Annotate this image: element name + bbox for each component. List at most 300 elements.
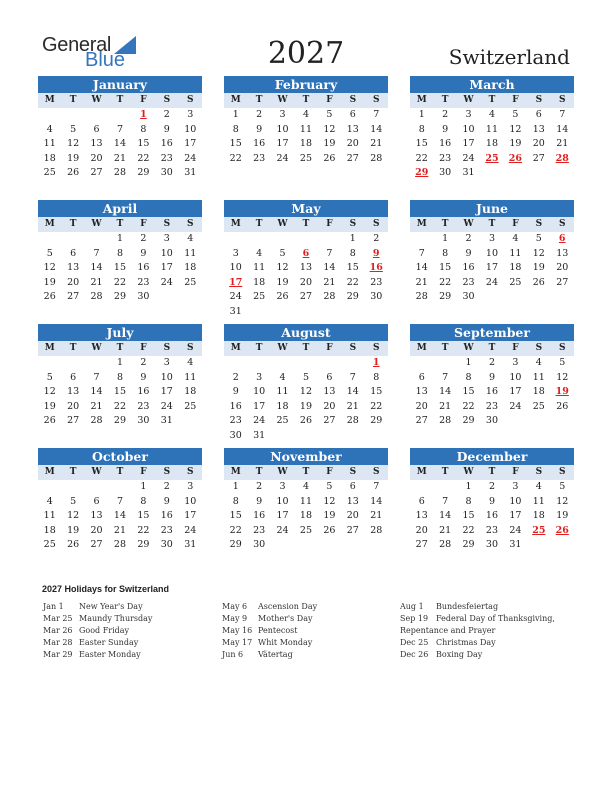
- day-cell: 4: [46, 495, 53, 507]
- day-cell: 3: [488, 233, 495, 244]
- day-cell: 14: [90, 386, 103, 398]
- day-cell: 8: [465, 495, 472, 507]
- empty-day-cell: [85, 480, 108, 495]
- day-cell: 11: [184, 371, 197, 383]
- empty-day-cell: [527, 414, 550, 429]
- day-cell: 2: [488, 481, 495, 492]
- day-cell: 23: [229, 415, 242, 427]
- day-cell: 22: [346, 276, 359, 288]
- day-cell: 20: [415, 400, 428, 412]
- weekday-label: T: [116, 95, 124, 105]
- day-cell: 7: [326, 247, 333, 259]
- week-row: [410, 371, 574, 386]
- holiday-name: Good Friday: [79, 626, 130, 635]
- day-cell: 4: [46, 123, 53, 135]
- day-cell: 21: [439, 524, 452, 536]
- week-row: [224, 429, 388, 444]
- weekday-label: S: [372, 467, 380, 477]
- holiday-date: Dec 26: [400, 650, 429, 659]
- holiday-day-cell: 9: [372, 247, 380, 259]
- weekday-label: F: [326, 219, 333, 229]
- empty-day-cell: [504, 414, 527, 429]
- day-cell: 27: [532, 152, 545, 164]
- week-row: [38, 509, 202, 524]
- day-cell: 16: [137, 262, 150, 274]
- empty-day-cell: [294, 232, 317, 247]
- weekday-label: W: [463, 219, 474, 229]
- weekday-label: T: [116, 467, 124, 477]
- weekday-label: M: [230, 343, 241, 353]
- day-cell: 6: [70, 371, 77, 383]
- day-cell: 8: [373, 371, 380, 383]
- day-cell: 22: [229, 524, 242, 536]
- day-cell: 17: [276, 138, 289, 150]
- day-cell: 3: [512, 481, 519, 492]
- weekday-label: S: [535, 219, 543, 229]
- day-cell: 13: [556, 247, 569, 259]
- day-cell: 22: [370, 400, 383, 412]
- day-cell: 29: [346, 291, 359, 303]
- day-cell: 10: [462, 123, 475, 135]
- empty-day-cell: [294, 356, 317, 371]
- empty-day-cell: [38, 108, 61, 123]
- week-row: [224, 538, 388, 553]
- week-row: [410, 385, 574, 400]
- empty-day-cell: [527, 166, 550, 181]
- week-row: [224, 356, 388, 371]
- day-cell: 31: [509, 539, 522, 551]
- day-cell: 24: [509, 400, 522, 412]
- week-row: [224, 305, 388, 320]
- month-august: [224, 324, 388, 444]
- day-cell: 28: [346, 415, 359, 427]
- day-cell: 13: [67, 262, 80, 274]
- empty-day-cell: [271, 429, 294, 444]
- holiday-row: [400, 601, 555, 613]
- week-row: [38, 400, 202, 415]
- month-header: February: [224, 76, 388, 93]
- day-cell: 25: [184, 400, 197, 412]
- empty-day-cell: [85, 108, 108, 123]
- week-row: [38, 495, 202, 510]
- day-cell: 16: [229, 400, 242, 412]
- weekday-label: S: [349, 467, 357, 477]
- empty-day-cell: [480, 166, 503, 181]
- empty-day-cell: [318, 356, 341, 371]
- logo-general-text: General: [42, 34, 112, 56]
- empty-day-cell: [85, 356, 108, 371]
- day-cell: 2: [163, 481, 170, 492]
- day-cell: 11: [299, 123, 313, 135]
- day-cell: 24: [160, 400, 173, 412]
- month-september: [410, 324, 574, 429]
- day-cell: 18: [532, 510, 545, 522]
- holidays-title: 2027 Holidays for Switzerland: [42, 584, 170, 594]
- weekday-label: W: [277, 343, 288, 353]
- day-cell: 12: [509, 123, 522, 135]
- day-cell: 11: [276, 386, 289, 398]
- holiday-date: May 9: [222, 614, 248, 623]
- empty-day-cell: [155, 290, 178, 305]
- week-row: [410, 356, 574, 371]
- day-cell: 20: [67, 276, 80, 288]
- day-cell: 16: [253, 138, 266, 150]
- day-cell: 9: [163, 123, 170, 135]
- month-header: July: [38, 324, 202, 341]
- day-cell: 9: [232, 386, 239, 398]
- weekday-label: F: [140, 219, 147, 229]
- day-cell: 1: [465, 481, 472, 492]
- weekday-label: S: [186, 219, 194, 229]
- day-cell: 10: [160, 371, 173, 383]
- month-header: September: [410, 324, 574, 341]
- day-cell: 19: [532, 262, 545, 274]
- day-cell: 31: [184, 167, 197, 179]
- day-cell: 27: [299, 291, 313, 303]
- day-cell: 23: [253, 152, 266, 164]
- weekday-label: M: [416, 343, 427, 353]
- day-cell: 21: [415, 276, 428, 288]
- day-cell: 5: [326, 109, 333, 120]
- day-cell: 2: [442, 109, 449, 120]
- day-cell: 23: [137, 276, 150, 288]
- day-cell: 25: [299, 152, 313, 164]
- day-cell: 24: [229, 291, 242, 303]
- day-cell: 22: [462, 524, 475, 536]
- day-cell: 29: [229, 539, 242, 551]
- weekday-label: T: [255, 343, 263, 353]
- day-cell: 1: [442, 233, 449, 244]
- empty-day-cell: [318, 305, 341, 320]
- day-cell: 23: [462, 276, 475, 288]
- day-cell: 16: [462, 262, 475, 274]
- day-cell: 18: [532, 386, 545, 398]
- month-november: [224, 448, 388, 553]
- week-row: [410, 232, 574, 247]
- weekday-label: S: [535, 343, 543, 353]
- weekday-label: M: [416, 467, 427, 477]
- day-cell: 25: [532, 400, 545, 412]
- day-cell: 15: [370, 386, 383, 398]
- day-cell: 19: [323, 510, 336, 522]
- day-cell: 28: [113, 167, 127, 179]
- week-row: [224, 123, 388, 138]
- empty-day-cell: [318, 232, 341, 247]
- day-cell: 10: [276, 123, 289, 135]
- empty-day-cell: [61, 232, 84, 247]
- day-cell: 29: [137, 167, 150, 179]
- day-cell: 23: [485, 524, 499, 536]
- day-cell: 1: [140, 481, 147, 492]
- day-cell: 31: [229, 305, 242, 317]
- weekday-label: M: [230, 95, 241, 105]
- page-title-year: 2027: [267, 36, 345, 71]
- day-cell: 21: [346, 400, 359, 412]
- day-cell: 25: [184, 276, 197, 288]
- weekday-label: S: [186, 343, 194, 353]
- day-cell: 5: [535, 233, 542, 244]
- day-cell: 20: [299, 276, 313, 288]
- day-cell: 14: [113, 138, 127, 150]
- empty-day-cell: [318, 538, 341, 553]
- day-cell: 1: [349, 233, 356, 244]
- week-row: [38, 480, 202, 495]
- holiday-row: [400, 625, 555, 637]
- day-cell: 2: [140, 357, 147, 368]
- weekday-label: T: [116, 343, 124, 353]
- empty-day-cell: [294, 538, 317, 553]
- weekday-label: M: [44, 219, 55, 229]
- logo-blue-text: Blue: [85, 49, 126, 71]
- day-cell: 5: [326, 481, 333, 492]
- day-cell: 11: [184, 247, 197, 259]
- empty-day-cell: [551, 538, 574, 553]
- empty-day-cell: [341, 538, 364, 553]
- holiday-date: Aug 1: [400, 602, 424, 611]
- weekday-label: T: [69, 467, 77, 477]
- day-cell: 4: [302, 481, 309, 492]
- day-cell: 8: [465, 371, 472, 383]
- day-cell: 12: [556, 371, 569, 383]
- weekday-label: S: [163, 95, 171, 105]
- holiday-row: [222, 613, 317, 625]
- day-cell: 30: [229, 429, 242, 441]
- week-row: [410, 290, 574, 305]
- day-cell: 3: [163, 357, 170, 368]
- day-cell: 25: [299, 524, 313, 536]
- holiday-name: Boxing Day: [436, 650, 483, 659]
- weekday-header-row: [38, 93, 202, 108]
- weekday-label: S: [349, 219, 357, 229]
- day-cell: 10: [184, 495, 197, 507]
- day-cell: 7: [373, 109, 380, 120]
- weekday-label: S: [349, 95, 357, 105]
- day-cell: 4: [535, 357, 542, 368]
- day-cell: 30: [439, 167, 452, 179]
- holiday-day-cell: 25: [532, 524, 546, 536]
- day-cell: 18: [253, 276, 266, 288]
- day-cell: 30: [160, 539, 173, 551]
- day-cell: 14: [415, 262, 428, 274]
- day-cell: 17: [160, 262, 173, 274]
- empty-day-cell: [527, 290, 550, 305]
- day-cell: 19: [299, 400, 313, 412]
- week-row: [224, 290, 388, 305]
- day-cell: 10: [509, 371, 522, 383]
- day-cell: 13: [346, 495, 359, 507]
- holiday-day-cell: 1: [140, 109, 147, 120]
- day-cell: 20: [90, 524, 103, 536]
- weekday-label: W: [277, 219, 288, 229]
- day-cell: 27: [346, 524, 359, 536]
- day-cell: 5: [46, 247, 53, 259]
- day-cell: 10: [184, 123, 197, 135]
- empty-day-cell: [294, 429, 317, 444]
- day-cell: 12: [276, 262, 289, 274]
- day-cell: 6: [326, 371, 333, 383]
- week-row: [224, 276, 388, 291]
- weekday-label: W: [91, 467, 102, 477]
- day-cell: 24: [485, 276, 499, 288]
- holiday-row: [400, 649, 555, 661]
- week-row: [410, 524, 574, 539]
- day-cell: 5: [512, 109, 519, 120]
- week-row: [224, 261, 388, 276]
- week-row: [38, 108, 202, 123]
- day-cell: 18: [43, 524, 56, 536]
- weekday-label: F: [512, 95, 519, 105]
- weekday-label: T: [488, 467, 496, 477]
- empty-day-cell: [433, 356, 456, 371]
- weekday-label: F: [140, 343, 147, 353]
- weekday-label: S: [372, 343, 380, 353]
- day-cell: 10: [485, 247, 499, 259]
- day-cell: 29: [113, 291, 127, 303]
- day-cell: 31: [462, 167, 475, 179]
- day-cell: 19: [509, 138, 522, 150]
- day-cell: 5: [70, 495, 77, 507]
- holiday-day-cell: 29: [415, 167, 429, 179]
- week-row: [410, 247, 574, 262]
- day-cell: 26: [276, 291, 289, 303]
- day-cell: 21: [113, 524, 127, 536]
- weekday-header-row: [38, 465, 202, 480]
- day-cell: 3: [512, 357, 519, 368]
- day-cell: 9: [140, 247, 147, 259]
- empty-day-cell: [179, 414, 202, 429]
- weekday-label: T: [69, 95, 77, 105]
- empty-day-cell: [365, 538, 388, 553]
- day-cell: 9: [488, 495, 495, 507]
- day-cell: 14: [90, 262, 103, 274]
- weekday-label: F: [326, 95, 333, 105]
- day-cell: 18: [43, 152, 56, 164]
- empty-day-cell: [551, 166, 574, 181]
- day-cell: 11: [509, 247, 522, 259]
- month-header: December: [410, 448, 574, 465]
- day-cell: 16: [485, 510, 499, 522]
- day-cell: 28: [415, 291, 428, 303]
- week-row: [410, 414, 574, 429]
- week-row: [410, 480, 574, 495]
- day-cell: 1: [232, 109, 239, 120]
- empty-day-cell: [410, 232, 433, 247]
- day-cell: 26: [67, 539, 80, 551]
- weekday-header-row: [410, 465, 574, 480]
- holiday-date: May 17: [222, 638, 253, 647]
- weekday-label: T: [302, 343, 310, 353]
- day-cell: 10: [276, 495, 289, 507]
- day-cell: 12: [299, 386, 313, 398]
- day-cell: 22: [439, 276, 452, 288]
- empty-day-cell: [527, 538, 550, 553]
- day-cell: 11: [485, 123, 499, 135]
- day-cell: 15: [137, 138, 150, 150]
- holiday-column: [43, 601, 152, 661]
- day-cell: 27: [67, 415, 80, 427]
- day-cell: 2: [373, 233, 380, 244]
- day-cell: 13: [532, 123, 545, 135]
- weekday-label: S: [558, 343, 566, 353]
- day-cell: 30: [137, 291, 150, 303]
- day-cell: 14: [439, 510, 452, 522]
- day-cell: 21: [90, 400, 103, 412]
- weekday-label: W: [277, 95, 288, 105]
- holiday-date: Mar 29: [43, 650, 73, 659]
- day-cell: 22: [113, 276, 127, 288]
- day-cell: 12: [67, 510, 80, 522]
- month-header: March: [410, 76, 574, 93]
- day-cell: 9: [163, 495, 170, 507]
- day-cell: 16: [439, 138, 452, 150]
- day-cell: 13: [299, 262, 313, 274]
- empty-day-cell: [365, 429, 388, 444]
- day-cell: 21: [90, 276, 103, 288]
- day-cell: 19: [43, 276, 56, 288]
- weekday-label: W: [91, 343, 102, 353]
- day-cell: 22: [415, 152, 428, 164]
- day-cell: 8: [442, 247, 449, 259]
- week-row: [38, 123, 202, 138]
- weekday-label: M: [230, 467, 241, 477]
- day-cell: 11: [299, 495, 313, 507]
- weekday-label: F: [512, 343, 519, 353]
- day-cell: 28: [90, 415, 103, 427]
- day-cell: 26: [323, 152, 336, 164]
- weekday-label: F: [326, 467, 333, 477]
- day-cell: 4: [488, 109, 495, 120]
- day-cell: 7: [93, 247, 100, 259]
- empty-day-cell: [504, 166, 527, 181]
- day-cell: 12: [43, 386, 56, 398]
- holiday-row: [222, 637, 317, 649]
- day-cell: 13: [67, 386, 80, 398]
- day-cell: 15: [346, 262, 359, 274]
- weekday-header-row: [38, 341, 202, 356]
- day-cell: 15: [229, 510, 242, 522]
- day-cell: 29: [462, 539, 475, 551]
- day-cell: 10: [509, 495, 522, 507]
- week-row: [38, 414, 202, 429]
- weekday-label: W: [463, 467, 474, 477]
- day-cell: 27: [346, 152, 359, 164]
- day-cell: 15: [137, 510, 150, 522]
- weekday-header-row: [224, 341, 388, 356]
- month-header: January: [38, 76, 202, 93]
- day-cell: 31: [184, 539, 197, 551]
- day-cell: 7: [418, 247, 425, 259]
- day-cell: 17: [462, 138, 475, 150]
- day-cell: 27: [90, 167, 103, 179]
- week-row: [410, 108, 574, 123]
- week-row: [224, 414, 388, 429]
- day-cell: 17: [184, 138, 197, 150]
- month-header: November: [224, 448, 388, 465]
- weekday-label: T: [441, 467, 449, 477]
- day-cell: 7: [442, 495, 449, 507]
- day-cell: 24: [276, 524, 289, 536]
- week-row: [38, 261, 202, 276]
- day-cell: 8: [232, 495, 239, 507]
- day-cell: 14: [370, 123, 383, 135]
- week-row: [38, 538, 202, 553]
- empty-day-cell: [271, 356, 294, 371]
- day-cell: 15: [113, 262, 127, 274]
- weekday-label: W: [277, 467, 288, 477]
- month-header: June: [410, 200, 574, 217]
- day-cell: 2: [163, 109, 170, 120]
- weekday-label: S: [163, 343, 171, 353]
